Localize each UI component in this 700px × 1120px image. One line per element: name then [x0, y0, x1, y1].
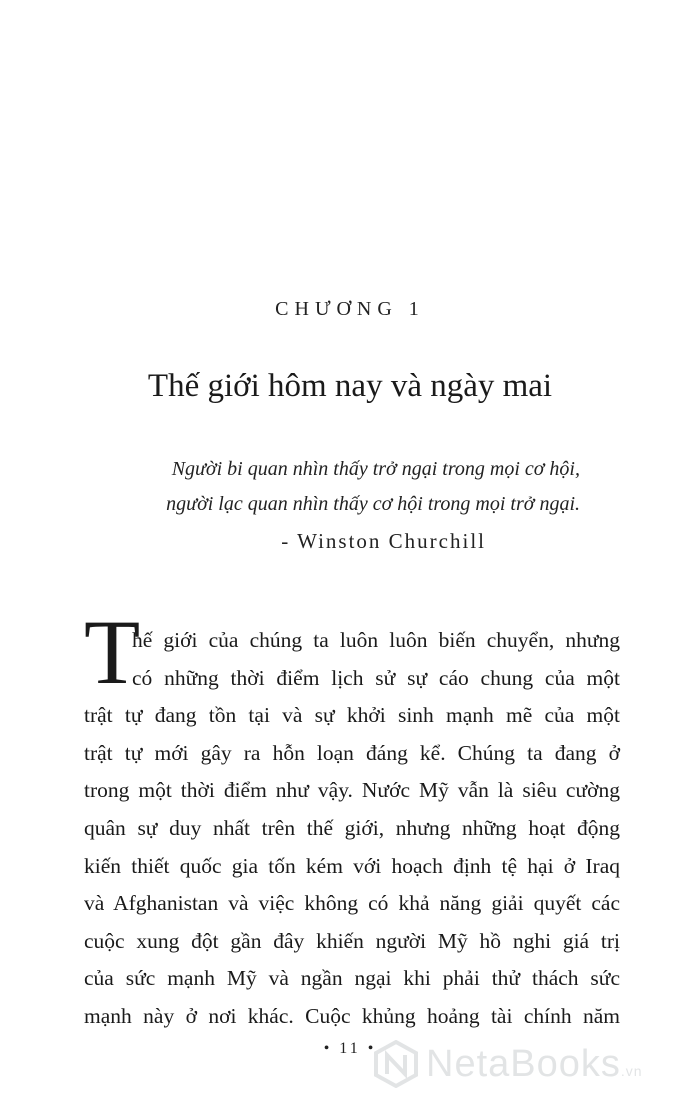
body-line: trật tự đang tồn tại và sự khởi sinh mạnh mẽ của một [84, 703, 620, 728]
watermark-suffix: .vn [620, 1062, 643, 1079]
drop-cap: T [84, 601, 141, 703]
body-paragraph [84, 622, 620, 1036]
epigraph-attribution: - Winston Churchill [281, 529, 486, 553]
netabooks-logo-icon [372, 1040, 420, 1088]
epigraph-quote [166, 452, 580, 522]
body-line: của sức mạnh Mỹ và ngần ngại khi phải thử thách sức [84, 966, 620, 991]
body-line: trật tự mới gây ra hỗn loạn đáng kể. Chúng ta đang ở [84, 740, 620, 765]
body-line: và Afghanistan và việc không có khả năng giải quyết các [84, 891, 620, 916]
page-number: • 11 • [323, 1040, 377, 1057]
body-line: kiến thiết quốc gia tốn kém với hoạch định tệ hại ở Iraq [84, 853, 620, 878]
epigraph-line: Người bi quan nhìn thấy trở ngại trong mọi cơ hội, [171, 458, 580, 480]
body-line: cuộc xung đột gần đây khiến người Mỹ hồ nghi giá trị [84, 928, 620, 953]
chapter-title: Thế giới hôm nay và ngày mai [147, 368, 553, 404]
watermark-brand: NetaBooks.vn [426, 1042, 643, 1085]
body-line: có những thời điểm lịch sử sự cáo chung của một [132, 665, 620, 690]
epigraph-line: người lạc quan nhìn thấy cơ hội trong mọi trở ngại. [166, 493, 580, 515]
chapter-label: CHƯƠNG 1 [275, 298, 425, 320]
watermark [372, 1040, 643, 1088]
body-line: hế giới của chúng ta luôn luôn biến chuyển, nhưng [132, 628, 620, 652]
body-line: trong một thời điểm như vậy. Nước Mỹ vẫn là siêu cường [84, 778, 620, 803]
body-line: quân sự duy nhất trên thế giới, nhưng những hoạt động [84, 815, 620, 840]
body-line: mạnh này ở nơi khác. Cuộc khủng hoảng tài chính năm [84, 1003, 620, 1028]
